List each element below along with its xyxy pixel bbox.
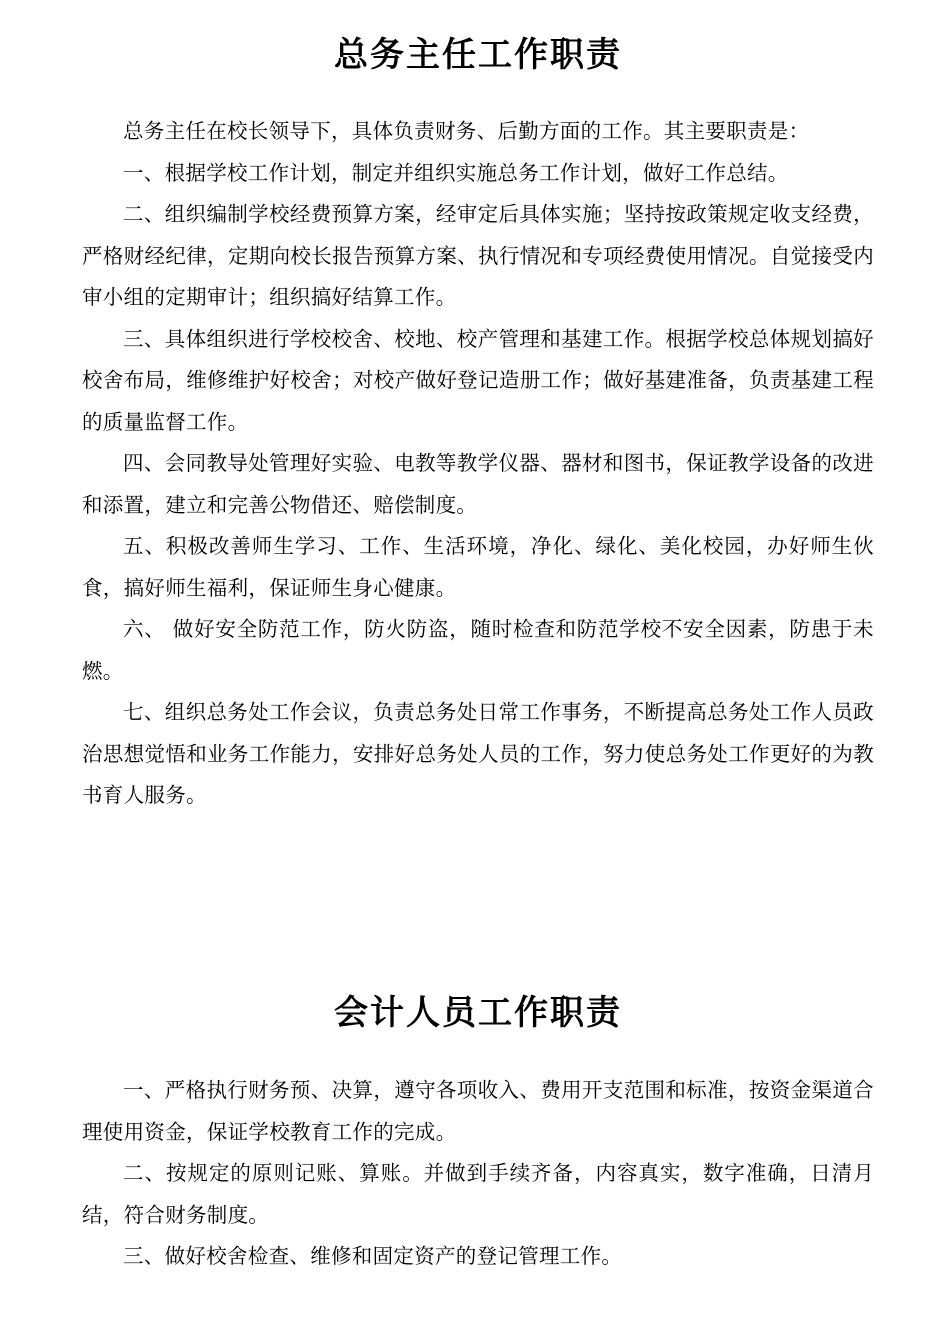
paragraph-duty-6: 六、 做好安全防范工作，防火防盗，随时检查和防范学校不安全因素，防患于未燃。 — [82, 617, 874, 683]
section-accountant — [82, 988, 874, 1278]
section-title: 总务主任工作职责 — [334, 35, 622, 75]
section-body — [82, 111, 874, 817]
paragraph-duty-4: 四、会同教导处管理好实验、电教等教学仪器、器材和图书，保证教学设备的改进和添置，建立和完善公物借还、赔偿制度。 — [82, 451, 874, 517]
paragraph-duty-2: 二、按规定的原则记账、算账。并做到手续齐备，内容真实，数字准确，日清月结，符合财务制度。 — [82, 1161, 874, 1227]
paragraph-duty-2: 二、组织编制学校经费预算方案，经审定后具体实施；坚持按政策规定收支经费，严格财经纪律，定期向校长报告预算方案、执行情况和专项经费使用情况。自觉接受内审小组的定期审计；组织搞好结算工作。 — [82, 202, 874, 309]
paragraph-duty-3: 三、具体组织进行学校校舍、校地、校产管理和基建工作。根据学校总体规划搞好校舍布局，维修维护好校舍；对校产做好登记造册工作；做好基建准备，负责基建工程的质量监督工作。 — [82, 326, 874, 434]
section-body — [82, 1070, 874, 1278]
paragraph-duty-1: 一、严格执行财务预、决算，遵守各项收入、费用开支范围和标准，按资金渠道合理使用资金，保证学校教育工作的完成。 — [82, 1078, 874, 1144]
section-general-affairs-director — [82, 30, 874, 817]
paragraph-duty-1: 一、根据学校工作计划，制定并组织实施总务工作计划，做好工作总结。 — [123, 160, 789, 185]
paragraph-intro: 总务主任在校长领导下，具体负责财务、后勤方面的工作。其主要职责是： — [123, 119, 810, 143]
paragraph-duty-7: 七、组织总务处工作会议，负责总务处日常工作事务，不断提高总务处工作人员政治思想觉悟和业务工作能力，安排好总务处人员的工作，努力使总务处工作更好的为教书育人服务。 — [82, 700, 874, 807]
paragraph-duty-3: 三、做好校舍检查、维修和固定资产的登记管理工作。 — [123, 1244, 623, 1268]
paragraph-duty-5: 五、积极改善师生学习、工作、生活环境，净化、绿化、美化校园，办好师生伙食，搞好师生福利，保证师生身心健康。 — [82, 534, 874, 600]
section-title: 会计人员工作职责 — [334, 993, 622, 1033]
